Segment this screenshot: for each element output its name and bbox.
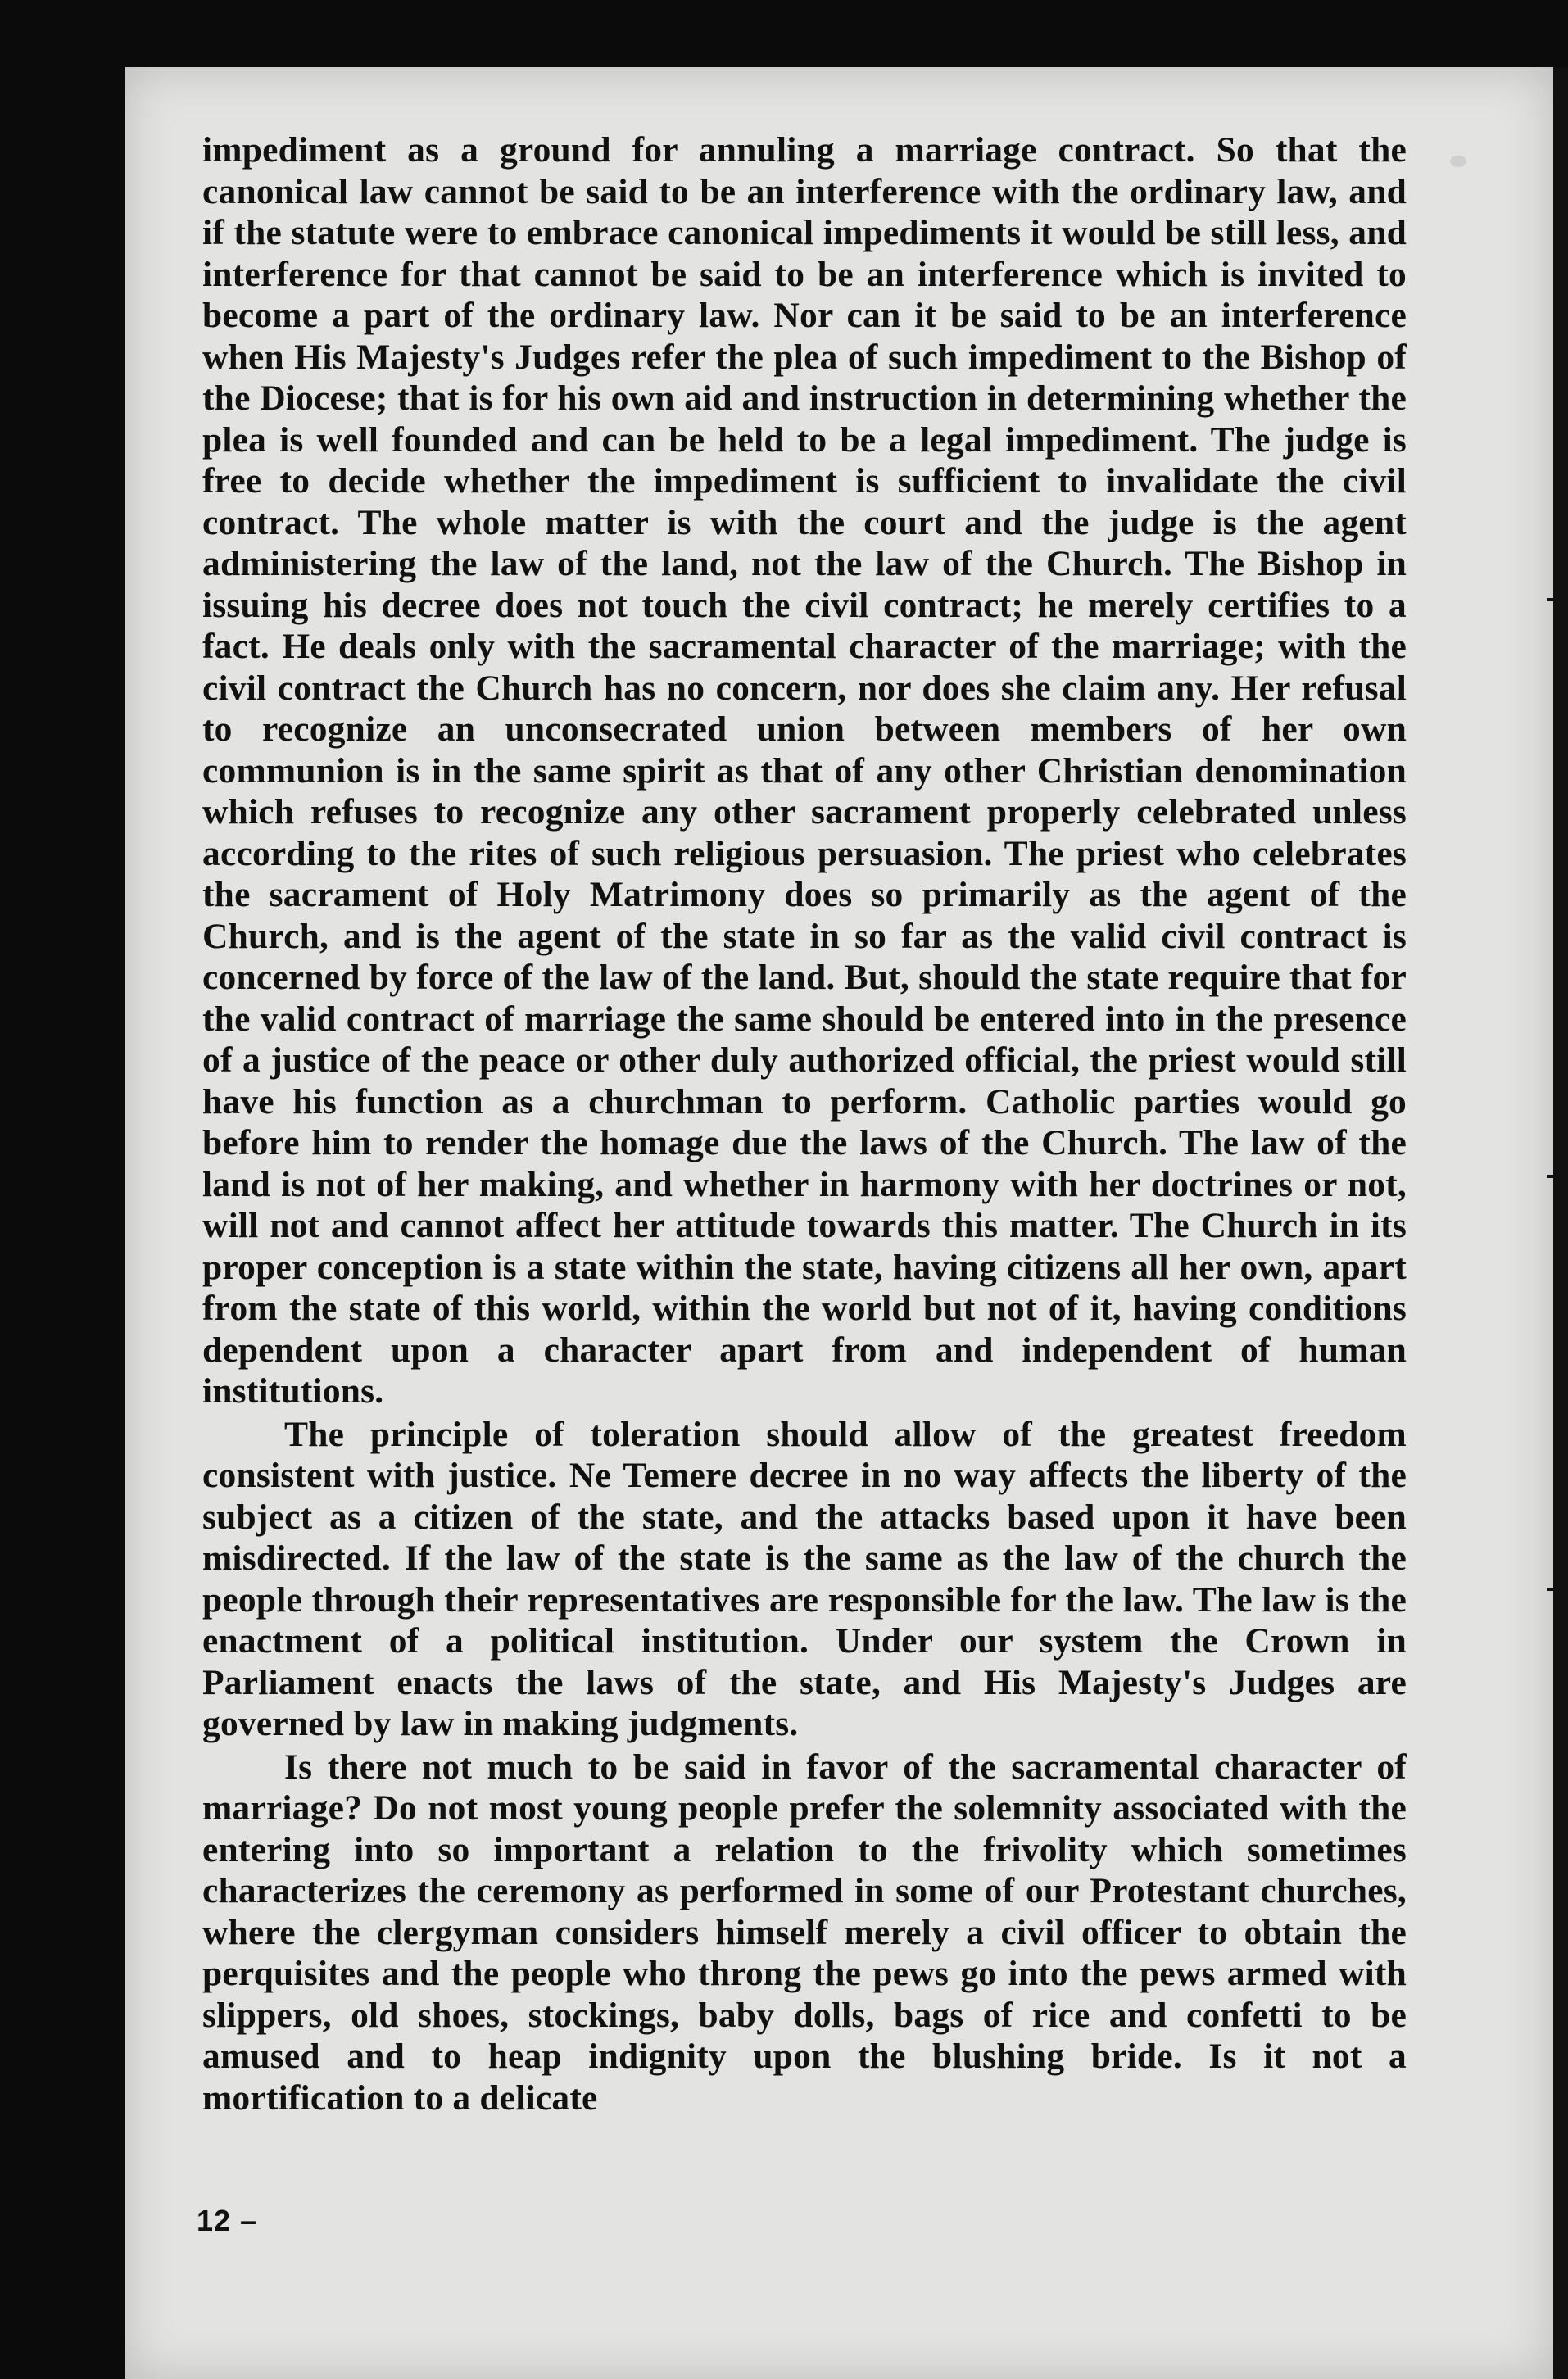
paper-speck [1450,156,1466,167]
margin-mark [1547,1175,1568,1178]
paragraph-1: impediment as a ground for annuling a marriage contract. So that the canonical law cannot be said to be an interference with the ordinary law, and if the statute were to embrace canonical impediments it would be still less, and interference for that cannot be said to be an interference which is invited to become a part of the ordinary law. Nor can it be said to be an interference when His Majesty's Judges refer the plea of such impediment to the Bishop of the Diocese; that is for his own aid and instruction in determining whether the plea is well founded and can be held to be a legal impediment. The judge is free to decide whether the impediment is sufficient to invalidate the civil contract. The whole matter is with the court and the judge is the agent administering the law of the land, not the law of the Church. The Bishop in issuing his decree does not touch the civil contract; he merely certifies to a fact. He deals only with the sacramental character of the marriage; with the civil contract the Church has no concern, nor does she claim any. Her refusal to recognize an unconsecrated union between members of her own communion is in the same spirit as that of any other Christian denomination which refuses to recognize any other sacrament properly celebrated unless according to the rites of such religious persuasion. The priest who celebrates the sacrament of Holy Matrimony does so primarily as the agent of the Church, and is the agent of the state in so far as the valid civil contract is concerned by force of the law of the land. But, should the state require that for the valid contract of marriage the same should be entered into in the presence of a justice of the peace or other duly authorized official, the priest would still have his function as a churchman to perform. Catholic parties would go before him to render the homage due the laws of the Church. The law of the land is not of her making, and whether in harmony with her doctrines or not, will not and cannot affect her attitude towards this matter. The Church in its proper conception is a state within the state, having citizens all her own, apart from the state of this world, within the world but not of it, having conditions dependent upon a character apart from and independent of human institutions. [202,130,1407,1411]
margin-mark [1547,598,1568,601]
page-number: 12 – [197,2204,258,2237]
margin-mark [1547,1588,1568,1591]
page-edge-shadow [1553,67,1568,2379]
paragraph-3: Is there not much to be said in favor of the sacramental character of marriage? Do not most young people prefer the solemnity associated with the entering into so important a relation to the frivolity which sometimes characterizes the ceremony as performed in some of our Protestant churches, where the clergyman considers himself merely a civil officer to obtain the perquisites and the people who throng the pews go into the pews armed with slippers, old shoes, stockings, baby dolls, bags of rice and confetti to be amused and to heap indignity upon the blushing bride. Is it not a mortification to a delicate [202,1747,1407,2118]
body-text [202,129,1407,2118]
paragraph-2: The principle of toleration should allow of the greatest freedom consistent with justice. Ne Temere decree in no way affects the liberty of the subject as a citizen of the state, and the attacks based upon it have been misdirected. If the law of the state is the same as the law of the church the people through their representatives are responsible for the law. The law is the enactment of a political institution. Under our system the Crown in Parliament enacts the laws of the state, and His Majesty's Judges are governed by law in making judgments. [202,1414,1407,1743]
